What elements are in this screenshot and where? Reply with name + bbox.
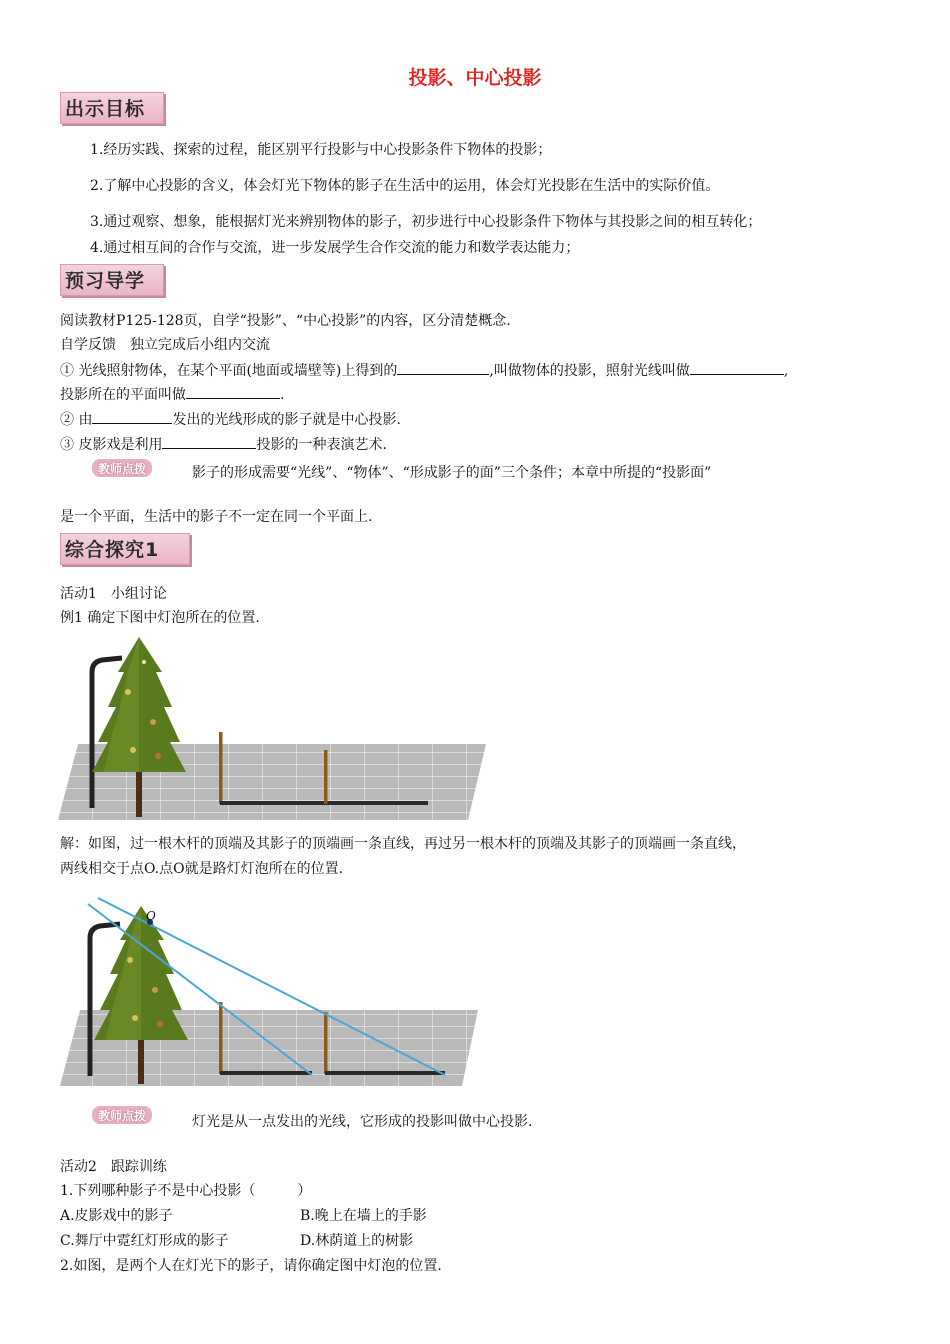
- figure-street-lamp: [58, 632, 486, 822]
- blank-input[interactable]: [92, 409, 172, 424]
- question-3-line: [60, 434, 387, 455]
- blank-input[interactable]: [186, 384, 280, 399]
- pole-image: [324, 750, 328, 804]
- page-title: 投影、中心投影: [408, 67, 542, 89]
- pole-image: [219, 732, 223, 804]
- pole-image: [219, 1002, 223, 1074]
- goal-4: 4.通过相互间的合作与交流，进一步发展学生合作交流的能力和数学表达能力；: [90, 240, 580, 256]
- activity-1: 活动1 小组讨论: [60, 586, 167, 602]
- question-1-line-2: [60, 384, 284, 405]
- exercise-2: 2.如图，是两个人在灯光下的影子，请你确定图中灯泡的位置.: [60, 1258, 442, 1274]
- q1-text-b: ,叫做物体的投影，照射光线叫做: [489, 363, 690, 379]
- question-2-line: [60, 409, 401, 430]
- shadow-image: [220, 1071, 312, 1075]
- q2-text-a: ② 由: [60, 412, 93, 428]
- section-tag-preview: 预习导学: [60, 264, 164, 296]
- example-1: 例1 确定下图中灯泡所在的位置.: [60, 610, 260, 626]
- blank-input[interactable]: [397, 360, 489, 375]
- solution-line-2: 两线相交于点O.点O就是路灯灯泡所在的位置.: [60, 861, 344, 877]
- teacher-tip-badge: 教师点拨: [92, 459, 152, 477]
- option-a: A.皮影戏中的影子: [60, 1208, 173, 1224]
- exercise-1-end: 中心投影（ ）: [185, 1183, 312, 1199]
- option-b: B.晚上在墙上的手影: [300, 1208, 427, 1224]
- option-d: D.林荫道上的树影: [300, 1233, 414, 1249]
- teacher-tip-1: 影子的形成需要“光线”、“物体”、“形成影子的面”三个条件；本章中所提的“投影面”: [192, 465, 712, 481]
- exercise-1-neg: 不是: [157, 1183, 186, 1199]
- pole-image: [324, 1012, 328, 1074]
- activity-2: 活动2 跟踪训练: [60, 1159, 167, 1175]
- teacher-tip-1-cont: 是一个平面，生活中的影子不一定在同一个平面上.: [60, 509, 373, 525]
- q1-text-e: .: [280, 387, 285, 403]
- point-o-label: O: [146, 909, 156, 923]
- figure-street-lamp-rays: [58, 894, 486, 1090]
- goal-2: 2.了解中心投影的含义，体会灯光下物体的影子在生活中的运用，体会灯光投影在生活中的实际价值。: [90, 178, 720, 194]
- exercise-1: [60, 1181, 311, 1201]
- q3-text-b: 投影的一种表演艺术.: [256, 437, 387, 453]
- preview-feedback: 自学反馈 独立完成后小组内交流: [60, 337, 270, 353]
- goal-3: 3.通过观察、想象，能根据灯光来辨别物体的影子，初步进行中心投影条件下物体与其投影之间的相互转化；: [90, 214, 762, 230]
- shadow-image: [325, 1071, 445, 1075]
- teacher-tip-2: 灯光是从一点发出的光线，它形成的投影叫做中心投影.: [192, 1114, 533, 1130]
- preview-read: 阅读教材P125-128页，自学“投影”、“中心投影”的内容，区分清楚概念.: [60, 313, 511, 329]
- q1-text-c: ,: [783, 363, 789, 379]
- section-tag-goals: 出示目标: [60, 92, 164, 124]
- blank-input[interactable]: [690, 360, 784, 375]
- option-c: C.舞厅中霓红灯形成的影子: [60, 1233, 229, 1249]
- exercise-1-text: 1.下列哪种影子: [60, 1183, 158, 1199]
- goal-1: 1.经历实践、探索的过程，能区别平行投影与中心投影条件下物体的投影；: [90, 142, 552, 158]
- q3-text-a: ③ 皮影戏是利用: [60, 437, 163, 453]
- q1-text-d: 投影所在的平面叫做: [60, 387, 186, 403]
- solution-line-1: 解：如图，过一根木杆的顶端及其影子的顶端画一条直线，再过另一根木杆的顶端及其影子的顶端画一条直线，: [60, 836, 746, 852]
- question-1-line: [60, 360, 788, 381]
- blank-input[interactable]: [162, 434, 256, 449]
- q1-text-a: ① 光线照射物体，在某个平面(地面或墙壁等)上得到的: [60, 363, 398, 379]
- section-tag-explore: 综合探究1: [60, 533, 190, 565]
- q2-text-b: 发出的光线形成的影子就是中心投影.: [172, 412, 401, 428]
- teacher-tip-badge: 教师点拨: [92, 1106, 152, 1124]
